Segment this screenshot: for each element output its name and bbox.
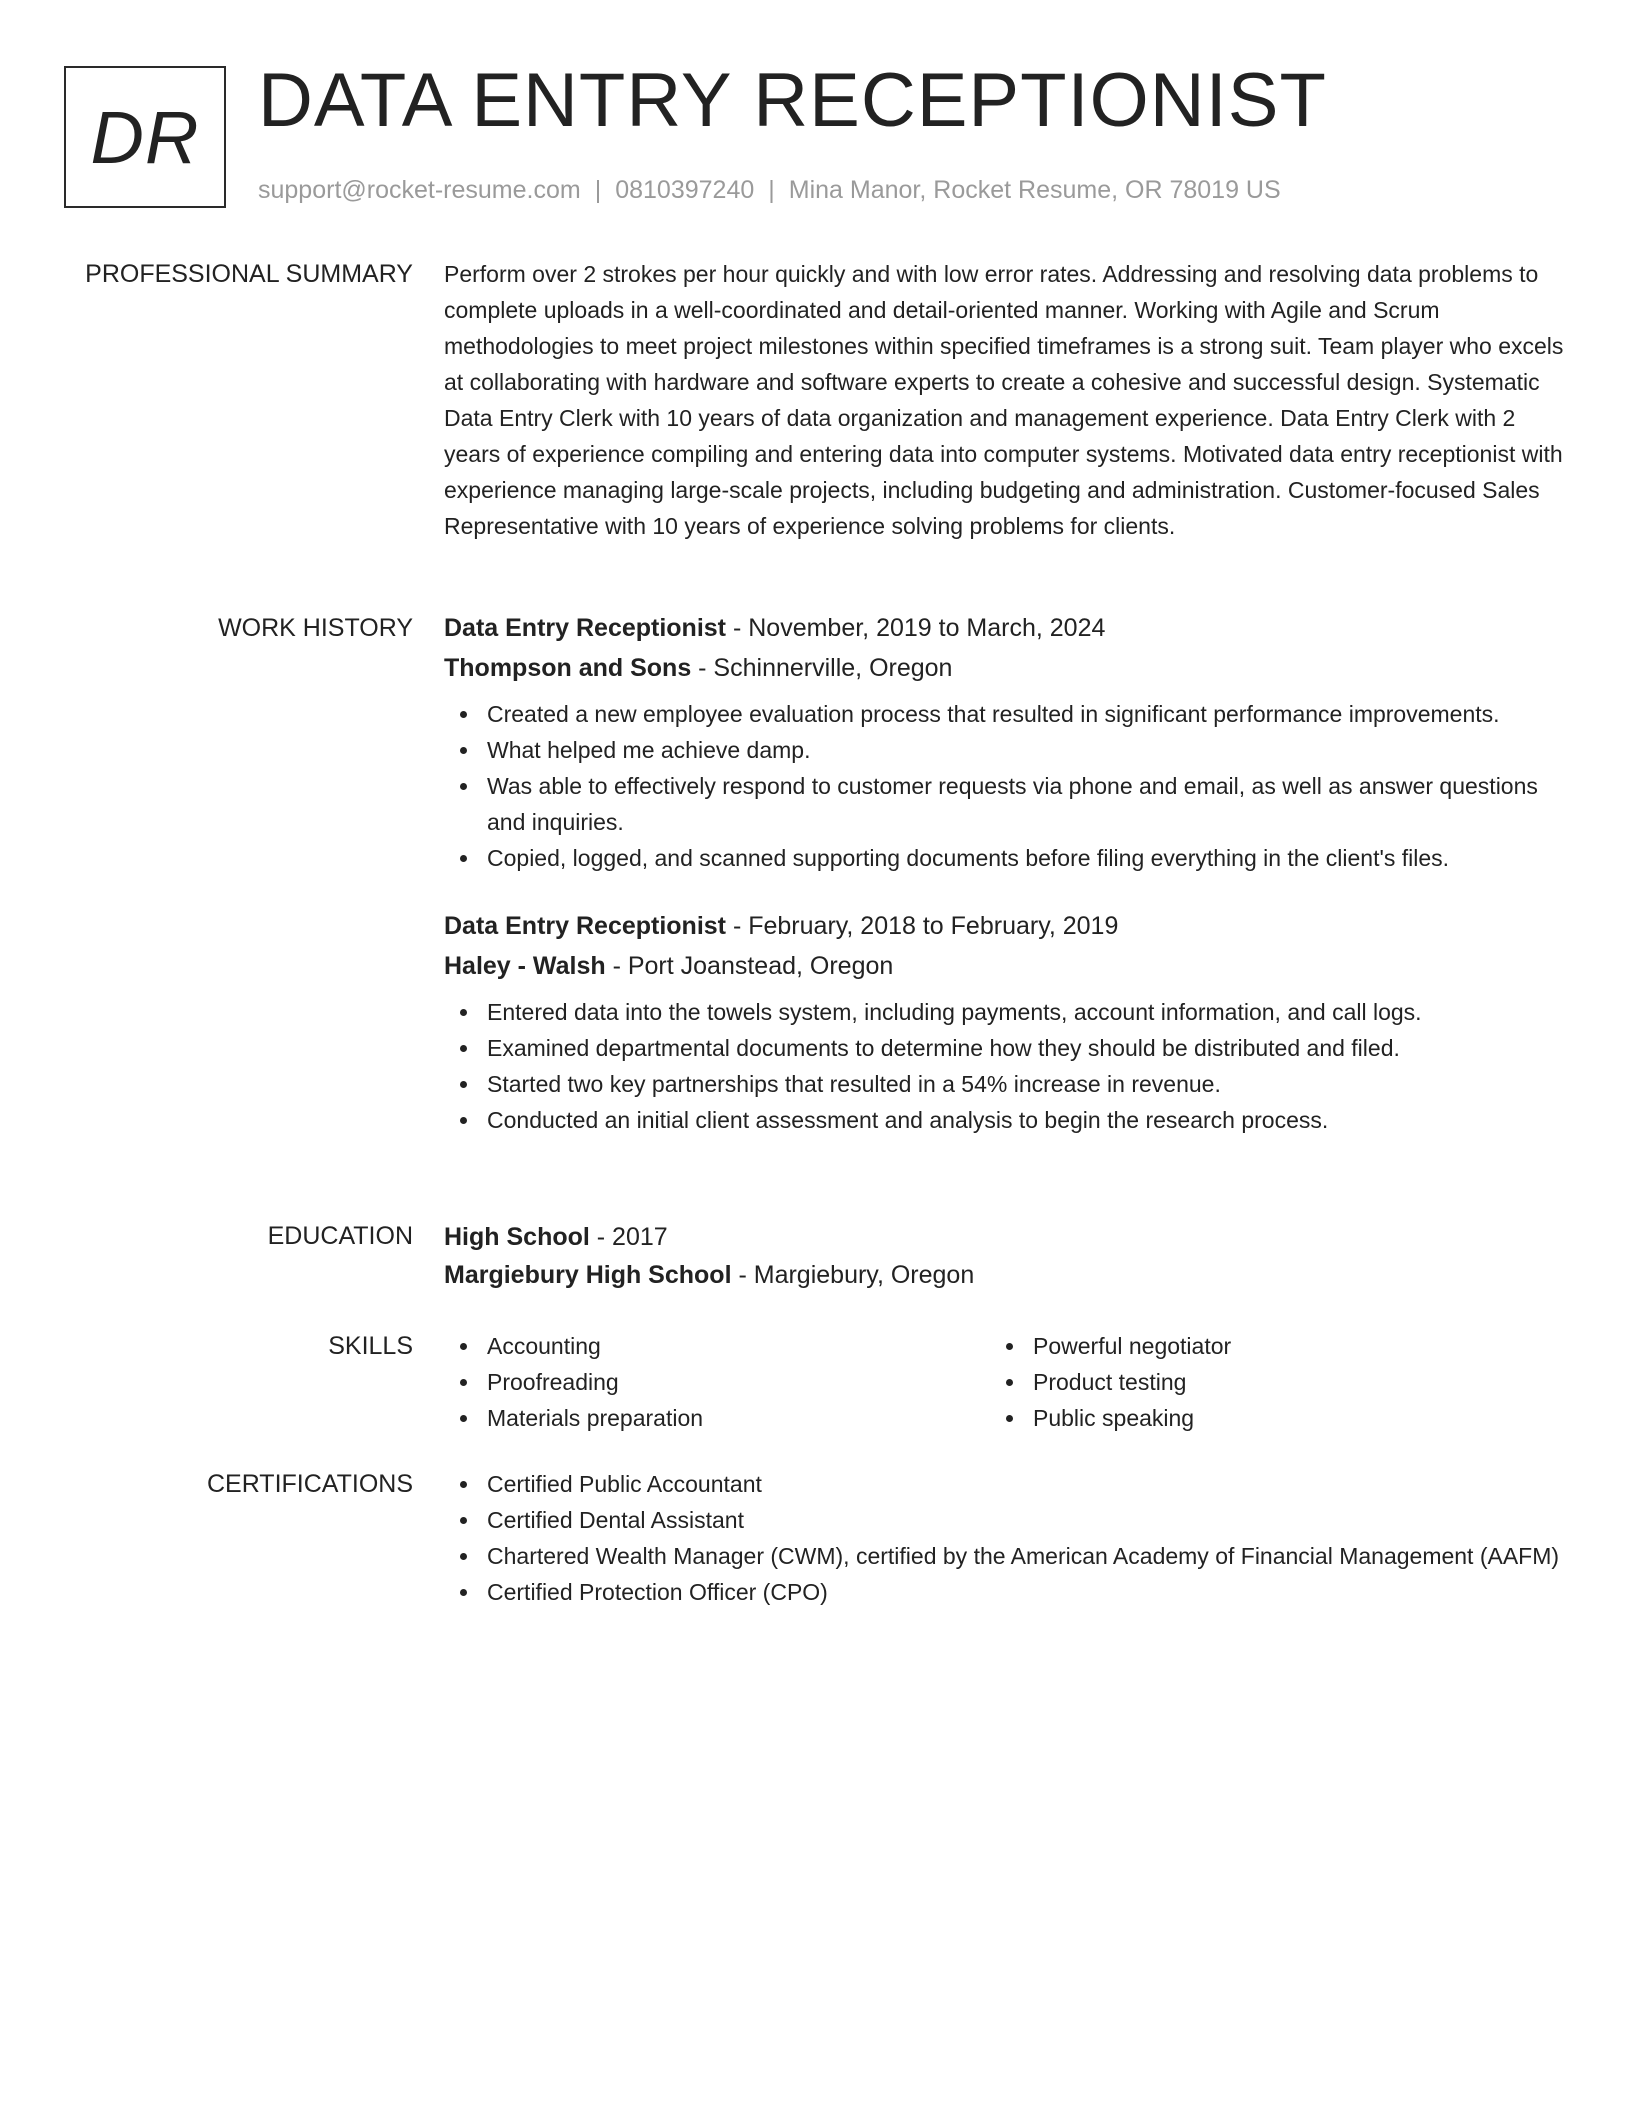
education-degree: High School — [444, 1223, 590, 1251]
certifications-label: CERTIFICATIONS — [206, 1470, 413, 1498]
education-degree-line — [444, 1218, 1564, 1256]
job-dates: - February, 2018 to February, 2019 — [726, 912, 1119, 940]
job-location: - Port Joanstead, Oregon — [605, 952, 894, 980]
skill-item: Materials preparation — [444, 1400, 990, 1436]
education-school-line — [444, 1256, 1564, 1294]
job-location: - Schinnerville, Oregon — [691, 654, 953, 682]
certifications-body — [444, 1466, 1564, 1610]
list-item: Entered data into the towels system, including payments, account information, and call logs. — [444, 994, 1564, 1030]
skills-grid — [444, 1328, 1564, 1436]
contact-email[interactable]: support@rocket-resume.com — [258, 176, 581, 204]
education-school: Margiebury High School — [444, 1261, 732, 1289]
job-bullets — [444, 994, 1564, 1138]
skills-list-right — [990, 1328, 1536, 1436]
work-history-body — [444, 608, 1564, 1138]
skills-label: SKILLS — [328, 1332, 413, 1360]
job-bullets — [444, 696, 1564, 876]
job-company-line — [444, 648, 1564, 688]
job-dates: - November, 2019 to March, 2024 — [726, 614, 1106, 642]
job-company: Haley - Walsh — [444, 952, 606, 980]
certification-item: Certified Protection Officer (CPO) — [444, 1574, 1564, 1610]
contact-address: Mina Manor, Rocket Resume, OR 78019 US — [788, 176, 1281, 204]
certifications-list — [444, 1466, 1564, 1610]
skills-body — [444, 1328, 1564, 1436]
skill-item: Proofreading — [444, 1364, 990, 1400]
contact-line — [258, 172, 1281, 208]
job-title-line — [444, 906, 1564, 946]
contact-separator: | — [768, 176, 775, 204]
summary-label: PROFESSIONAL SUMMARY — [85, 260, 413, 288]
job-entry — [444, 608, 1564, 876]
list-item: Examined departmental documents to determine how they should be distributed and filed. — [444, 1030, 1564, 1066]
job-title-line — [444, 608, 1564, 648]
education-body — [444, 1218, 1564, 1294]
skills-list-left — [444, 1328, 990, 1436]
education-year: - 2017 — [589, 1223, 668, 1251]
summary-text: Perform over 2 strokes per hour quickly and with low error rates. Addressing and resolving data problems to complete uploads in a well-coordinated and detail-oriented manner. Working with Agile and Scrum methodologies to meet project milestones within specified timeframes is a strong suit. Team player who excels at collaborating with hardware and software experts to create a cohesive and successful design. Systematic Data Entry Clerk with 10 years of data organization and management experience. Data Entry Clerk with 2 years of experience compiling and entering data into computer systems. Motivated data entry receptionist with experience managing large-scale projects, including budgeting and administration. Customer-focused Sales Representative with 10 years of experience solving problems for clients. — [444, 261, 1564, 539]
job-title: Data Entry Receptionist — [444, 614, 727, 642]
list-item: Was able to effectively respond to customer requests via phone and email, as well as answer questions and inquiries. — [444, 768, 1564, 840]
job-entry — [444, 906, 1564, 1138]
job-company: Thompson and Sons — [444, 654, 692, 682]
summary-body — [444, 256, 1564, 544]
list-item: Started two key partnerships that resulted in a 54% increase in revenue. — [444, 1066, 1564, 1102]
list-item: Conducted an initial client assessment and analysis to begin the research process. — [444, 1102, 1564, 1138]
skill-item: Powerful negotiator — [990, 1328, 1536, 1364]
certification-item: Certified Public Accountant — [444, 1466, 1564, 1502]
skill-item: Public speaking — [990, 1400, 1536, 1436]
skill-item: Accounting — [444, 1328, 990, 1364]
resume-name: DATA ENTRY RECEPTIONIST — [258, 58, 1327, 143]
job-company-line — [444, 946, 1564, 986]
contact-separator: | — [594, 176, 602, 204]
list-item: Created a new employee evaluation process that resulted in significant performance improvements. — [444, 696, 1564, 732]
work-history-label: WORK HISTORY — [218, 614, 413, 642]
certification-item: Certified Dental Assistant — [444, 1502, 1564, 1538]
skill-item: Product testing — [990, 1364, 1536, 1400]
job-title: Data Entry Receptionist — [444, 912, 727, 940]
monogram-initials: DR — [90, 95, 200, 179]
list-item: What helped me achieve damp. — [444, 732, 1564, 768]
monogram-box — [64, 66, 226, 208]
education-location: - Margiebury, Oregon — [731, 1261, 975, 1289]
list-item: Copied, logged, and scanned supporting documents before filing everything in the client's files. — [444, 840, 1564, 876]
certification-item: Chartered Wealth Manager (CWM), certified by the American Academy of Financial Management (AAFM) — [444, 1538, 1564, 1574]
education-label: EDUCATION — [267, 1222, 413, 1250]
contact-phone[interactable]: 0810397240 — [615, 176, 755, 204]
